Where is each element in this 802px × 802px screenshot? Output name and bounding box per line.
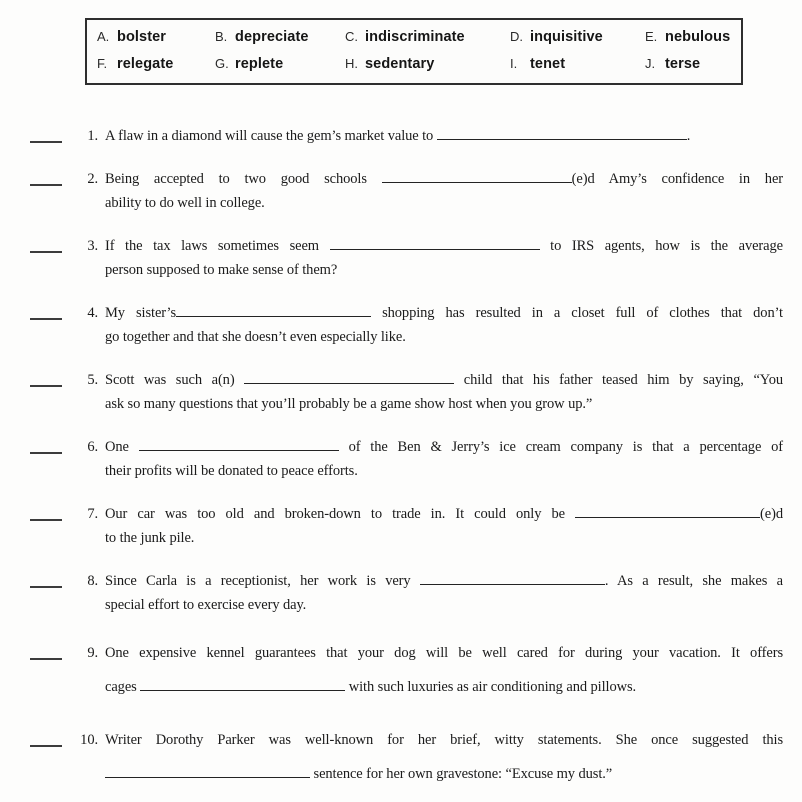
question-text [105, 723, 783, 791]
sentence-text: Writer Dorothy Parker was well-known for her brief, witty statements. She once suggested this [105, 732, 783, 748]
question-line [105, 191, 783, 215]
sentence-text: with such luxuries as air conditioning and pillows. [345, 679, 637, 695]
sentence-text: Our car was too old and broken-down to trade in. It could only be [105, 506, 576, 522]
sentence-text: sentence for her own gravestone: “Excuse my dust.” [310, 766, 613, 782]
sentence-text: Since Carla is a receptionist, her work is very [105, 573, 420, 589]
fill-in-blank[interactable] [105, 765, 310, 778]
sentence-text: of the Ben & Jerry’s ice cream company is that a percentage of [338, 439, 784, 455]
word-bank-letter: A. [97, 29, 110, 44]
question-number: 10. [80, 732, 98, 748]
word-bank-letter: E. [645, 29, 658, 44]
sentence-text: to IRS agents, how is the average [539, 238, 783, 254]
question-line [105, 636, 783, 670]
answer-blank-line[interactable] [30, 723, 62, 747]
question-text [105, 502, 783, 550]
question-text [105, 368, 783, 416]
fill-in-blank[interactable] [330, 237, 540, 250]
answer-blank-line[interactable] [30, 301, 62, 320]
question-number: 7. [87, 506, 98, 522]
question-row [0, 569, 802, 617]
sentence-text: person supposed to make sense of them? [105, 262, 338, 278]
word-bank-item [510, 24, 645, 50]
question-line [105, 670, 783, 704]
word-bank-letter: D. [510, 29, 523, 44]
sentence-text: . [686, 128, 691, 144]
question-number: 4. [87, 305, 98, 321]
answer-blank-line[interactable] [30, 636, 62, 660]
word-bank-word: depreciate [235, 29, 309, 45]
word-bank-word: relegate [117, 56, 174, 72]
question-number: 5. [87, 372, 98, 388]
sentence-text: to the junk pile. [105, 530, 195, 546]
question-line [105, 593, 783, 617]
answer-blank-line[interactable] [30, 167, 62, 186]
fill-in-blank[interactable] [176, 304, 371, 317]
question-text [105, 636, 783, 704]
word-bank-grid [97, 24, 735, 77]
question-line [105, 392, 783, 416]
word-bank-letter: H. [345, 56, 358, 71]
question-row [0, 368, 802, 416]
sentence-text: If the tax laws sometimes seem [105, 238, 330, 254]
sentence-text: One [105, 439, 139, 455]
word-bank-word: terse [665, 56, 701, 72]
question-line [105, 569, 783, 593]
sentence-text: child that his father teased him by saying, “You [454, 372, 783, 388]
question-row [0, 435, 802, 483]
question-number: 3. [87, 238, 98, 254]
question-text [105, 569, 783, 617]
question-number: 6. [87, 439, 98, 455]
word-bank-word: replete [235, 56, 284, 72]
question-line [105, 124, 783, 148]
fill-in-blank[interactable] [437, 127, 687, 140]
word-bank [85, 18, 743, 85]
word-bank-letter: B. [215, 29, 228, 44]
word-bank-item [345, 24, 510, 50]
questions-list [0, 124, 802, 802]
question-line [105, 526, 783, 550]
question-row [0, 723, 802, 791]
answer-blank-line[interactable] [30, 435, 62, 454]
question-row [0, 124, 802, 148]
fill-in-blank[interactable] [420, 572, 605, 585]
question-number: 1. [87, 128, 98, 144]
word-bank-item [97, 24, 215, 50]
word-bank-item [645, 51, 735, 77]
sentence-text: ask so many questions that you’ll probably be a game show host when you grow up.” [105, 396, 593, 412]
word-bank-item [645, 24, 735, 50]
question-line [105, 459, 783, 483]
question-line [105, 258, 783, 282]
word-bank-word: nebulous [665, 29, 731, 45]
question-text [105, 167, 783, 215]
sentence-text: One expensive kennel guarantees that your dog will be well cared for during your vacation. It offers [105, 645, 783, 661]
sentence-text: ability to do well in college. [105, 195, 265, 211]
question-text [105, 124, 783, 148]
word-bank-letter: F. [97, 56, 108, 71]
fill-in-blank[interactable] [382, 170, 572, 183]
answer-blank-line[interactable] [30, 368, 62, 387]
question-text [105, 435, 783, 483]
answer-blank-line[interactable] [30, 234, 62, 253]
word-bank-item [510, 51, 645, 77]
sentence-text: Scott was such a(n) [105, 372, 245, 388]
question-line [105, 167, 783, 191]
sentence-text: go together and that she doesn’t even especially like. [105, 329, 406, 345]
question-row [0, 502, 802, 550]
question-row [0, 234, 802, 282]
word-bank-item [345, 51, 510, 77]
question-number: 9. [87, 645, 98, 661]
word-bank-letter: I. [510, 56, 518, 71]
word-bank-word: bolster [117, 29, 167, 45]
question-line [105, 502, 783, 526]
question-row [0, 636, 802, 704]
answer-blank-line[interactable] [30, 124, 62, 143]
word-bank-letter: J. [645, 56, 656, 71]
word-bank-word: sedentary [365, 56, 435, 72]
sentence-text: special effort to exercise every day. [105, 597, 307, 613]
sentence-text: A flaw in a diamond will cause the gem’s market value to [105, 128, 437, 144]
sentence-text: . As a result, she makes a [604, 573, 783, 589]
word-bank-item [215, 51, 345, 77]
word-bank-item [215, 24, 345, 50]
fill-in-blank[interactable] [139, 438, 339, 451]
word-bank-word: tenet [530, 56, 566, 72]
word-bank-word: inquisitive [530, 29, 603, 45]
question-number: 8. [87, 573, 98, 589]
question-text [105, 234, 783, 282]
fill-in-blank[interactable] [140, 678, 345, 691]
question-line [105, 301, 783, 325]
word-bank-letter: G. [215, 56, 229, 71]
question-row [0, 167, 802, 215]
sentence-text: cages [105, 679, 141, 695]
question-line [105, 325, 783, 349]
sentence-text: shopping has resulted in a closet full of clothes that don’t [371, 305, 783, 321]
word-bank-letter: C. [345, 29, 358, 44]
question-number: 2. [87, 171, 98, 187]
question-row [0, 301, 802, 349]
word-bank-item [97, 51, 215, 77]
question-line [105, 723, 783, 757]
question-line [105, 368, 783, 392]
sentence-text: (e)d [760, 506, 783, 522]
answer-blank-line[interactable] [30, 502, 62, 521]
fill-in-blank[interactable] [244, 371, 454, 384]
word-bank-word: indiscriminate [365, 29, 465, 45]
question-text [105, 301, 783, 349]
question-line [105, 435, 783, 459]
question-line [105, 234, 783, 258]
sentence-text: My sister’s [105, 305, 177, 321]
fill-in-blank[interactable] [575, 505, 760, 518]
question-line [105, 757, 783, 791]
sentence-text: Being accepted to two good schools [105, 171, 382, 187]
sentence-text: their profits will be donated to peace efforts. [105, 463, 358, 479]
answer-blank-line[interactable] [30, 569, 62, 588]
sentence-text: (e)d Amy’s confidence in her [571, 171, 784, 187]
